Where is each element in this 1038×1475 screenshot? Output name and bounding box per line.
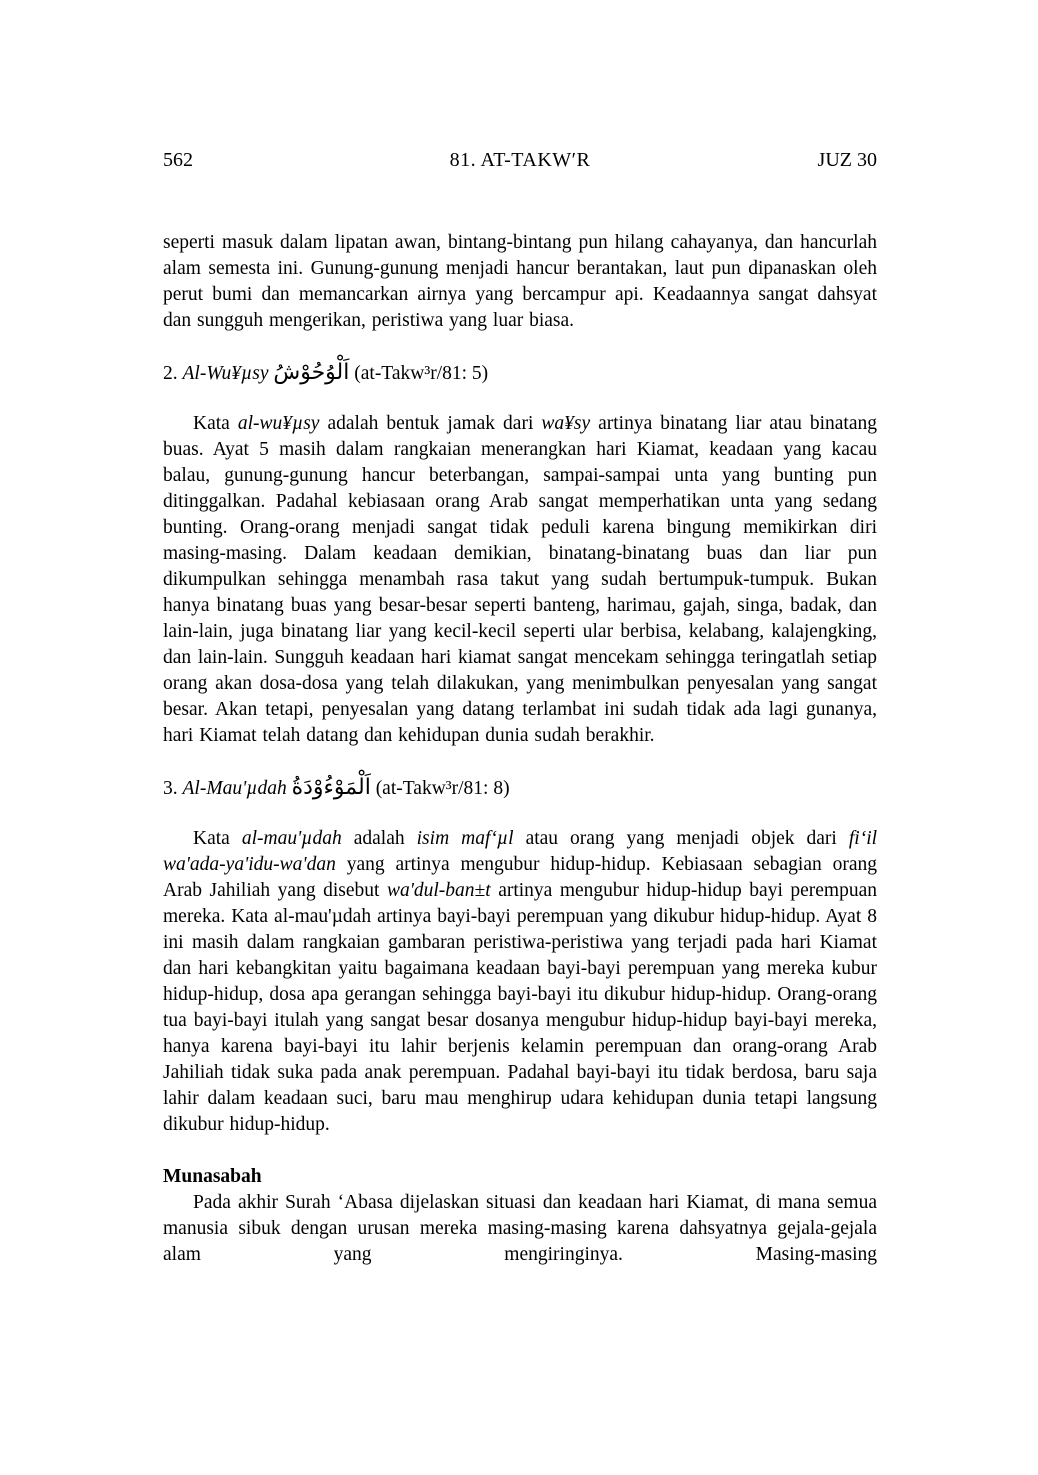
text-run: Al-Wu¥µsy: [182, 363, 274, 384]
paragraph: [163, 230, 877, 334]
arabic-text: اَلْمَوْءُوْدَةُ: [291, 775, 371, 800]
paragraph: [163, 1190, 877, 1268]
text-run: Al-Mau'µdah: [182, 778, 292, 799]
text-run: al-wu¥µsy: [237, 413, 320, 434]
text-run: fi‘il wa'ada-ya'idu-wa'dan: [163, 828, 878, 875]
text-run: atau orang yang menjadi objek dari: [513, 828, 849, 849]
text-run: Kata: [193, 828, 242, 849]
text-run: yang artinya mengubur hidup-hidup. Kebiasaan sebagian orang Arab Jahiliah yang disebut: [163, 854, 877, 901]
text-run: 2.: [163, 363, 183, 384]
page-header: [163, 148, 877, 172]
text-run: 3.: [163, 778, 183, 799]
arabic-text: اَلْوُحُوْشُ: [273, 360, 350, 385]
text-run: isim maf‘µl: [416, 828, 514, 849]
page-body: [163, 230, 877, 1268]
text-run: seperti masuk dalam lipatan awan, bintang-bintang pun hilang cahayanya, dan hancurlah alam semesta ini. Gunung-gunung menjadi hancur berantakan, laut pun dipanaskan oleh perut bumi dan memancarkan airnya yang bercampur api. Keadaannya sangat dahsyat dan sungguh mengerikan, peristiwa yang luar biasa.: [163, 232, 877, 331]
section-heading: [163, 775, 877, 802]
text-run: artinya mengubur hidup-hidup bayi perempuan mereka. Kata al-mau'µdah artinya bayi-bayi perempuan yang dikubur hidup-hidup. Ayat 8 ini masih dalam rangkaian gambaran peristiwa-peristiwa yang terjadi pada hari Kiamat dan hari kebangkitan yaitu bagaimana keadaan bayi-bayi perempuan yang mereka kubur hidup-hidup, dosa apa gerangan sehingga bayi-bayi itu dikubur hidup-hidup. Orang-orang tua bayi-bayi itulah yang sangat besar dosanya mengubur hidup-hidup bayi-bayi mereka, hanya karena bayi-bayi itu lahir berjenis kelamin perempuan dan orang-orang Arab Jahiliah tidak suka pada anak perempuan. Padahal bayi-bayi itu tidak berdosa, baru saja lahir dalam keadaan suci, baru mau menghirup udara kehidupan dunia tetapi langsung dikubur hidup-hidup.: [163, 880, 878, 1135]
text-run: Kata: [193, 413, 238, 434]
section-heading: [163, 360, 877, 387]
juz-label: JUZ 30: [817, 149, 877, 171]
text-run: artinya binatang liar atau binatang buas. Ayat 5 masih dalam rangkaian menerangkan hari Kiamat, keadaan yang kacau balau, gunung-gunung hancur beterbangan, sampai-sampai unta yang bunting pun ditinggalkan. Padahal kebiasaan orang Arab sangat memperhatikan unta yang sedang bunting. Orang-orang menjadi sangat tidak peduli karena bingung memikirkan diri masing-masing. Dalam keadaan demikian, binatang-binatang buas dan liar pun dikumpulkan sehingga menambah rasa takut yang sudah bertumpuk-tumpuk. Bukan hanya binatang buas yang besar-besar seperti banteng, harimau, gajah, singa, badak, dan lain-lain, juga binatang liar yang kecil-kecil seperti ular berbisa, kelabang, kalajengking, dan lain-lain. Sungguh keadaan hari kiamat sangat mencekam sehingga teringatlah setiap orang akan dosa-dosa yang telah dilakukan, yang menimbulkan penyesalan yang sangat besar. Akan tetapi, penyesalan yang datang terlambat ini sudah tidak ada lagi gunanya, hari Kiamat telah datang dan kehidupan dunia sudah berakhir.: [163, 413, 877, 746]
text-run: Munasabah: [163, 1166, 262, 1187]
text-run: Pada akhir Surah ‘Abasa dijelaskan situasi dan keadaan hari Kiamat, di mana semua manusia sibuk dengan urusan mereka masing-masing karena dahsyatnya gejala-gejala alam yang mengiringinya. Masing-masing: [163, 1192, 877, 1265]
text-run: (at-Takw³r/81: 5): [349, 363, 489, 384]
text-run: adalah bentuk jamak dari: [319, 413, 542, 434]
paragraph: [163, 411, 877, 749]
page-number: 562: [163, 149, 193, 171]
paragraph: [163, 826, 877, 1138]
text-run: al-mau'µdah: [241, 828, 342, 849]
text-run: wa'dul-ban±t: [386, 880, 491, 901]
text-run: adalah: [341, 828, 417, 849]
chapter-title: 81. AT-TAKW′R: [449, 149, 591, 171]
text-run: (at-Takw³r/81: 8): [370, 778, 510, 799]
text-run: wa¥sy: [541, 413, 591, 434]
section-heading: [163, 1164, 877, 1190]
